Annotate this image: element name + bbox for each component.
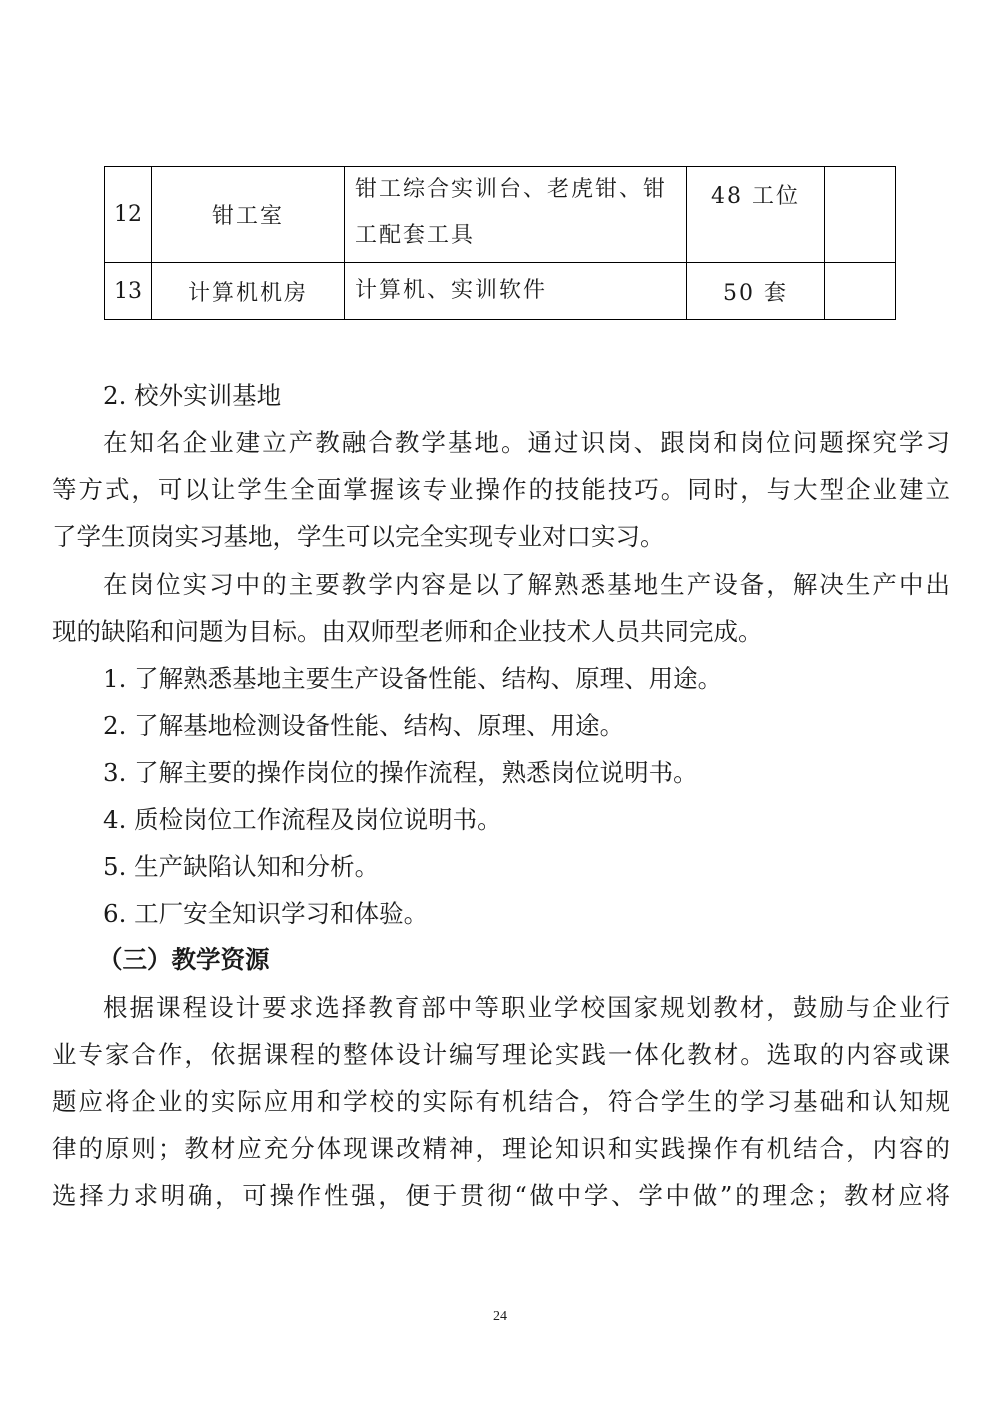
paragraph-line: 在岗位实习中的主要教学内容是以了解熟悉基地生产设备，解决生产中出 (103, 570, 950, 599)
row-number: 13 (105, 263, 152, 320)
quantity: 50 套 (687, 263, 825, 320)
paragraph-line: 选择力求明确，可操作性强，便于贯彻“做中学、学中做”的理念；教材应将 (52, 1181, 950, 1210)
equipment-text: 工配套工具 (355, 223, 476, 248)
equipment-cell (345, 167, 687, 263)
quantity: 48 工位 (687, 167, 825, 263)
paragraph-line: 现的缺陷和问题为目标。由双师型老师和企业技术人员共同完成。 (52, 617, 763, 646)
paragraph-line: 根据课程设计要求选择教育部中等职业学校国家规划教材，鼓励与企业行 (103, 993, 950, 1022)
section-heading: 2. 校外实训基地 (103, 381, 282, 410)
paragraph-line: 了学生顶岗实习基地，学生可以完全实现专业对口实习。 (52, 522, 665, 551)
room-name: 钳工室 (152, 167, 345, 263)
row-number: 12 (105, 167, 152, 263)
paragraph-line: 题应将企业的实际应用和学校的实际有机结合，符合学生的学习基础和认知规 (52, 1087, 950, 1116)
list-item: 1. 了解熟悉基地主要生产设备性能、结构、原理、用途。 (103, 664, 723, 693)
paragraph-line: 在知名企业建立产教融合教学基地。通过识岗、跟岗和岗位问题探究学习 (103, 428, 950, 457)
equipment-table (104, 166, 896, 320)
room-name: 计算机机房 (152, 263, 345, 320)
note-cell (825, 263, 896, 320)
table-row (105, 167, 896, 263)
list-item: 5. 生产缺陷认知和分析。 (103, 852, 380, 881)
paragraph-line: 律的原则；教材应充分体现课改精神，理论知识和实践操作有机结合，内容的 (52, 1134, 950, 1163)
table-row (105, 263, 896, 320)
paragraph-line: 等方式，可以让学生全面掌握该专业操作的技能技巧。同时，与大型企业建立 (52, 475, 950, 504)
list-item: 4. 质检岗位工作流程及岗位说明书。 (103, 805, 502, 834)
equipment-cell (345, 263, 687, 320)
paragraph-line: 业专家合作，依据课程的整体设计编写理论实践一体化教材。选取的内容或课 (52, 1040, 950, 1069)
note-cell (825, 167, 896, 263)
list-item: 3. 了解主要的操作岗位的操作流程，熟悉岗位说明书。 (103, 758, 698, 787)
equipment-text: 计算机、实训软件 (355, 278, 548, 303)
subsection-heading: （三）教学资源 (98, 945, 270, 974)
equipment-text: 钳工综合实训台、老虎钳、钳 (355, 177, 668, 202)
page-number: 24 (493, 1309, 507, 1324)
list-item: 2. 了解基地检测设备性能、结构、原理、用途。 (103, 711, 625, 740)
list-item: 6. 工厂安全知识学习和体验。 (103, 899, 429, 928)
